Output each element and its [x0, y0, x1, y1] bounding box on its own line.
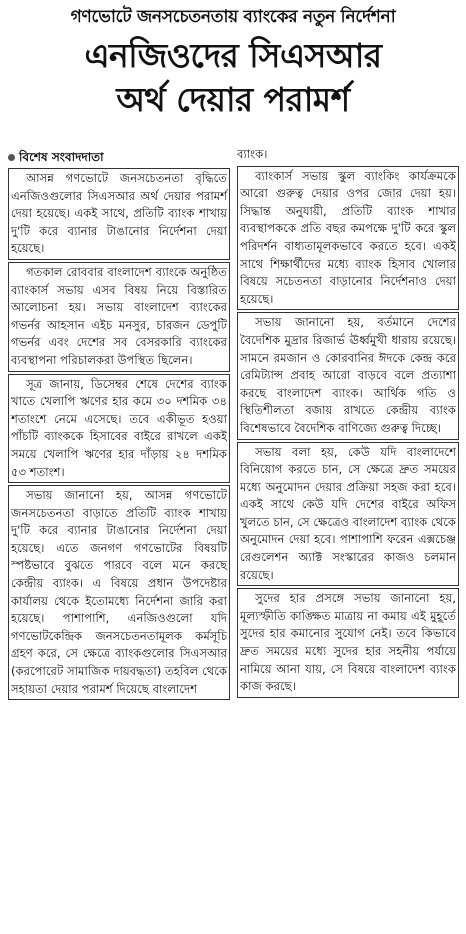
paragraph: আসন্ন গণভোটে জনসচেতনতা বৃদ্ধিতে এনজিওগুলোর সিএসআর অর্থ দেয়ার পরামর্শ দেয়া হয়েছে। একই সাথে, প্রতিটি ব্যাংক শাখায় দু'টি করে ব্যানার টাঙানোর নির্দেশনা দেয়া হয়েছে।: [8, 168, 230, 260]
paragraph: সভায় বলা হয়, কেউ যদি বাংলাদেশে বিনিয়োগ করতে চান, সে ক্ষেত্রে দ্রুত সময়ের মধ্যে অনুমোদন দেয়ার প্রক্রিয়া সহজ করা হবে। একই সাথে কেউ যদি দেশের বাইরে অফিস খুলতে চান, সে ক্ষেত্রেও বাংলাদেশ ব্যাংক থেকে অনুমোদন দেয়া হবে। পাশাপাশি ফরেন এক্সচেঞ্জ রেগুলেশন অ্যাক্ট সংস্কারের কাজও চলমান রয়েছে।: [237, 442, 459, 587]
paragraph: সুদের হার প্রসঙ্গে সভায় জানানো হয়, মূল্যস্ফীতি কাঙ্ক্ষিত মাত্রায় না কমায় এই মুহূর্তে সুদের হার কমানোর সুযোগ নেই। তবে কিভাবে দ্রুত সময়ের মধ্যে সুদের হার সহনীয় পর্যায়ে নামিয়ে আনা যায়, সে বিষয়ে বাংলাদেশ ব্যাংক কাজ করছে।: [237, 588, 459, 698]
byline: [8, 148, 230, 166]
headline-line-1: এনজিওদের সিএসআর: [84, 36, 382, 75]
paragraph: সূত্র জানায়, ডিসেম্বর শেষে দেশের ব্যাংক খাতে খেলাপি ঋণের হার কমে ৩০ দশমিক ৩৪ শতাংশে নেমে এসেছে। তবে একীভূত হওয়া পাঁচটি ব্যাংককে হিসাবের বাইরে রাখলে একই সময়ে খেলাপি ঋণের হার দাঁড়ায় ২৪ দশমিক ৫৩ শতাংশ।: [8, 374, 230, 484]
paragraph: সভায় জানানো হয়, বর্তমানে দেশের বৈদেশিক মুদ্রার রিজার্ভ ঊর্ধ্বমুখী ধারায় রয়েছে। সামনে রমজান ও কোরবানির ঈদকে কেন্দ্র করে রেমিট্যান্স প্রবাহ আরো বাড়বে বলে প্রত্যাশা করছে বাংলাদেশ ব্যাংক। আর্থিক গতি ও স্থিতিশীলতা বজায় রাখতে কেন্দ্রীয় ব্যাংক বিশেষভাবে বৈদেশিক বাণিজ্যে গুরুত্ব দিচ্ছে।: [237, 312, 459, 439]
bullet-icon: [8, 154, 15, 161]
paragraph: ব্যাংক।: [237, 147, 268, 161]
byline-text: বিশেষ সংবাদদাতা: [19, 150, 104, 164]
article-column-right: [237, 146, 459, 932]
headline-line-2: অর্থ দেয়ার পরামর্শ: [116, 80, 350, 119]
paragraph: গতকাল রোববার বাংলাদেশ ব্যাংকে অনুষ্ঠিত ব্যাংকার্স সভায় এসব বিষয় নিয়ে বিস্তারিত আলোচনা হয়। সভায় বাংলাদেশ ব্যাংকের গভর্নর আহসান এইচ মনসুর, চারজন ডেপুটি গভর্নর এবং দেশের সব বেসরকারি ব্যাংকের ব্যবস্থাপনা পরিচালকরা উপস্থিত ছিলেন।: [8, 262, 230, 372]
paragraph: ব্যাংকার্স সভায় স্কুল ব্যাংকিং কার্যক্রমকে আরো গুরুত্ব দেয়ার ওপর জোর দেয়া হয়। সিদ্ধান্ত অনুযায়ী, প্রতিটি ব্যাংক শাখার ব্যবস্থাপককে প্রতি বছর কমপক্ষে দু'টি করে স্কুল পরিদর্শন বাধ্যতামূলকভাবে করতে হবে। একই সাথে শিক্ষার্থীদের মধ্যে ব্যাংক হিসাব খোলার বিষয়ে সচেতনতা বাড়ানোর নির্দেশনাও দেয়া হয়েছে।: [237, 166, 459, 311]
article-column-left: [8, 148, 230, 934]
article-kicker: গণভোটে জনসচেতনতায় ব্যাংকের নতুন নির্দেশনা: [70, 7, 396, 27]
article-headline: [0, 34, 466, 122]
paragraph: সভায় জানানো হয়, আসন্ন গণভোটে জনসচেতনতা বাড়াতে প্রতিটি ব্যাংক শাখায় দু'টি করে ব্যানার টাঙানোর নির্দেশনা দেয়া হয়েছে। এতে জনগণ গণভোটের বিষয়টি স্পষ্টভাবে বুঝতে পারবে বলে মনে করছে কেন্দ্রীয় ব্যাংক। এ বিষয়ে প্রধান উপদেষ্টার কার্যালয় থেকে ইতোমধ্যে নির্দেশনা জারি করা হয়েছে। পাশাপাশি, এনজিওগুলো যদি গণভোটকেন্দ্রিক জনসচেতনতামূলক কর্মসূচি গ্রহণ করে, সে ক্ষেত্রে ব্যাংকগুলোর সিএসআর (করপোরেট সামাজিক দায়বদ্ধতা) তহবিল থেকে সহায়তা দেয়ার পরামর্শ দিয়েছে বাংলাদেশ: [8, 485, 230, 700]
